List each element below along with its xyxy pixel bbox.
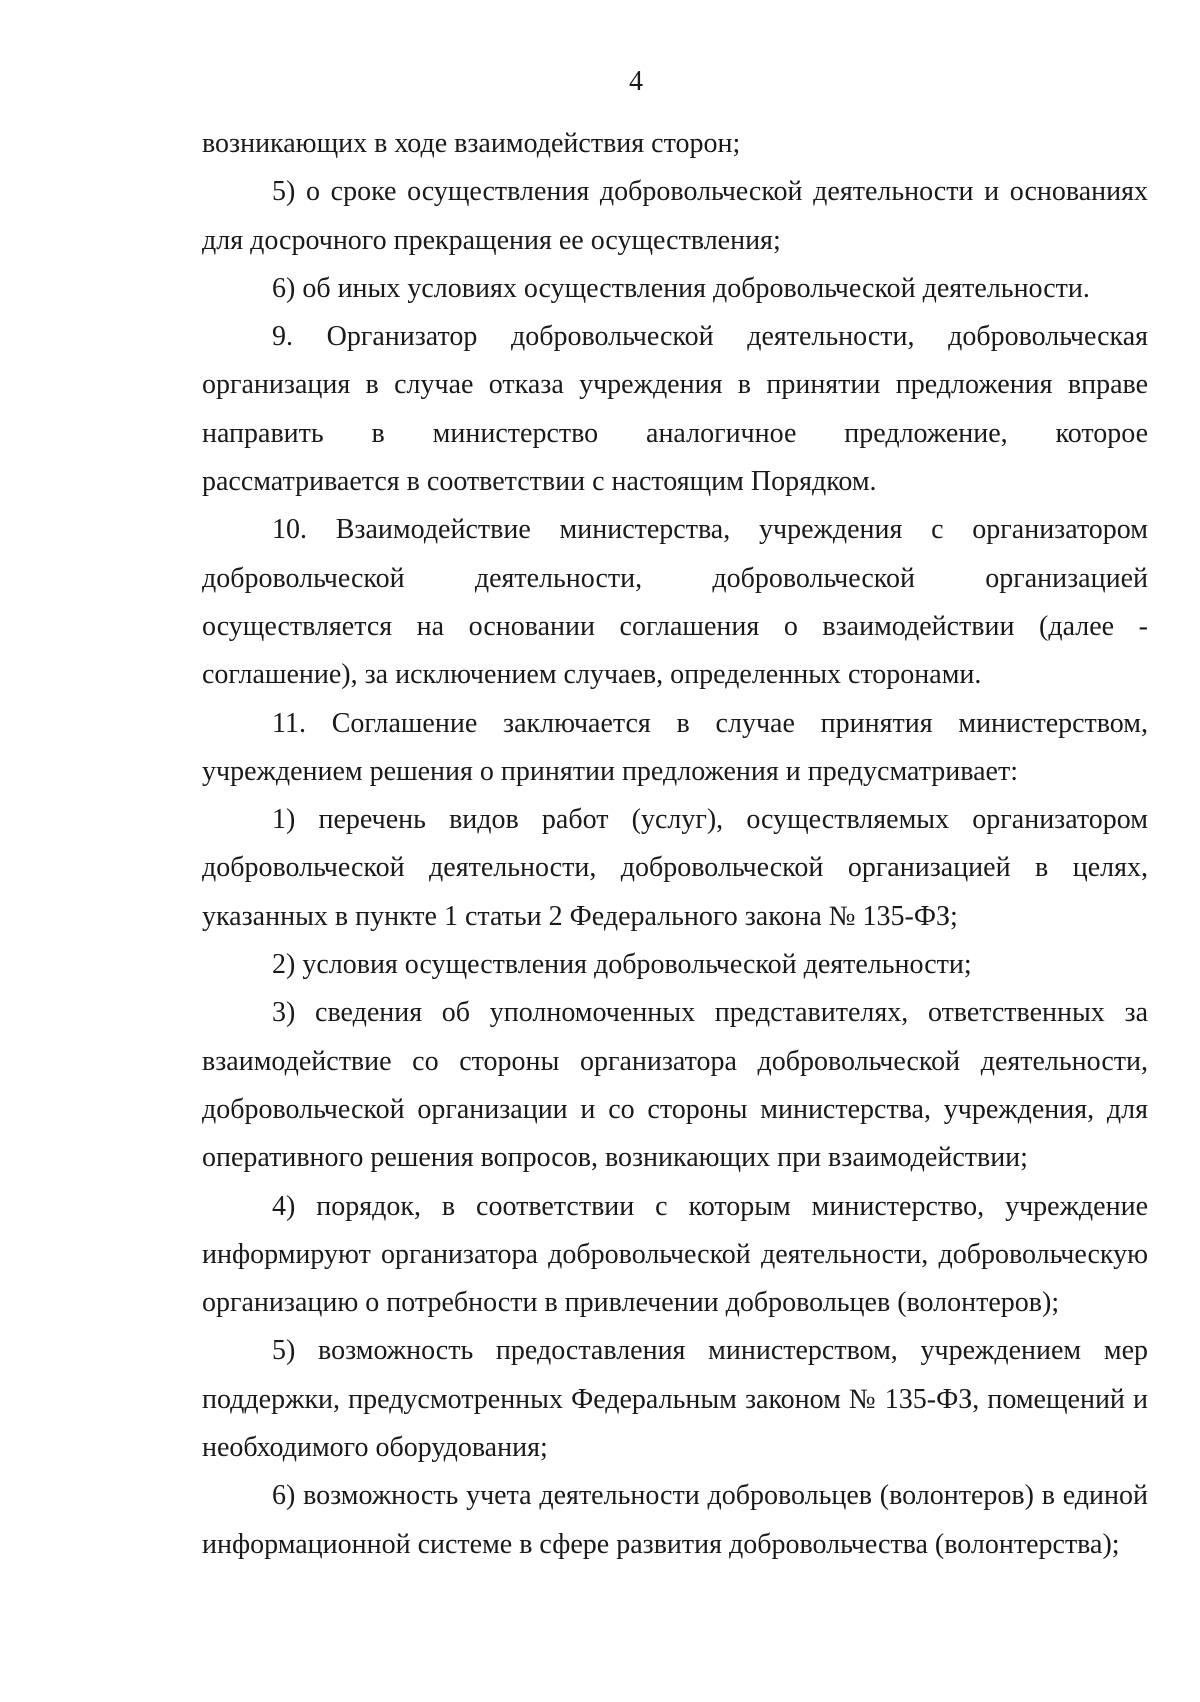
paragraph-clause-10: 10. Взаимодействие министерства, учреждения с организатором добровольческой деятельности, добровольческой организацией осуществляется на основании соглашения о взаимодействии (далее - соглашение), за исключением случаев, определенных сторонами.	[202, 514, 1148, 691]
paragraph-subitem-3: 3) сведения об уполномоченных представителях, ответственных за взаимодействие со стороны организатора добровольческой деятельности, добровольческой организации и со стороны министерства, учреждения, для оперативного решения вопросов, возникающих при взаимодействии;	[202, 997, 1148, 1174]
paragraph-continued: возникающих в ходе взаимодействия сторон;	[202, 128, 741, 159]
paragraph-item-6: 6) об иных условиях осуществления добровольческой деятельности.	[272, 272, 1090, 304]
paragraph-item-5: 5) о сроке осуществления добровольческой деятельности и основаниях для досрочного прекращения ее осуществления;	[202, 176, 1148, 256]
paragraph-subitem-4: 4) порядок, в соответствии с которым министерство, учреждение информируют организатора добровольческой деятельности, добровольческую организацию о потребности в привлечении добровольцев (волонтеров);	[202, 1190, 1148, 1319]
paragraph-subitem-5: 5) возможность предоставления министерством, учреждением мер поддержки, предусмотренных Федеральным законом № 135-ФЗ, помещений и необходимого оборудования;	[202, 1335, 1148, 1464]
paragraph-clause-9: 9. Организатор добровольческой деятельности, добровольческая организация в случае отказа учреждения в принятии предложения вправе направить в министерство аналогичное предложение, которое рассматривается в соответствии с настоящим Порядком.	[202, 321, 1148, 498]
page-number: 4	[629, 66, 643, 97]
paragraph-subitem-6: 6) возможность учета деятельности добровольцев (волонтеров) в единой информационной системе в сфере развития добровольчества (волонтерства);	[202, 1480, 1148, 1560]
paragraph-subitem-2: 2) условия осуществления добровольческой деятельности;	[272, 949, 972, 981]
paragraph-clause-11: 11. Соглашение заключается в случае принятия министерством, учреждением решения о принятии предложения и предусматривает:	[202, 707, 1148, 787]
document-body	[202, 120, 1148, 1569]
paragraph-subitem-1: 1) перечень видов работ (услуг), осуществляемых организатором добровольческой деятельности, добровольческой организацией в целях, указанных в пункте 1 статьи 2 Федерального закона № 135-ФЗ;	[202, 804, 1148, 932]
